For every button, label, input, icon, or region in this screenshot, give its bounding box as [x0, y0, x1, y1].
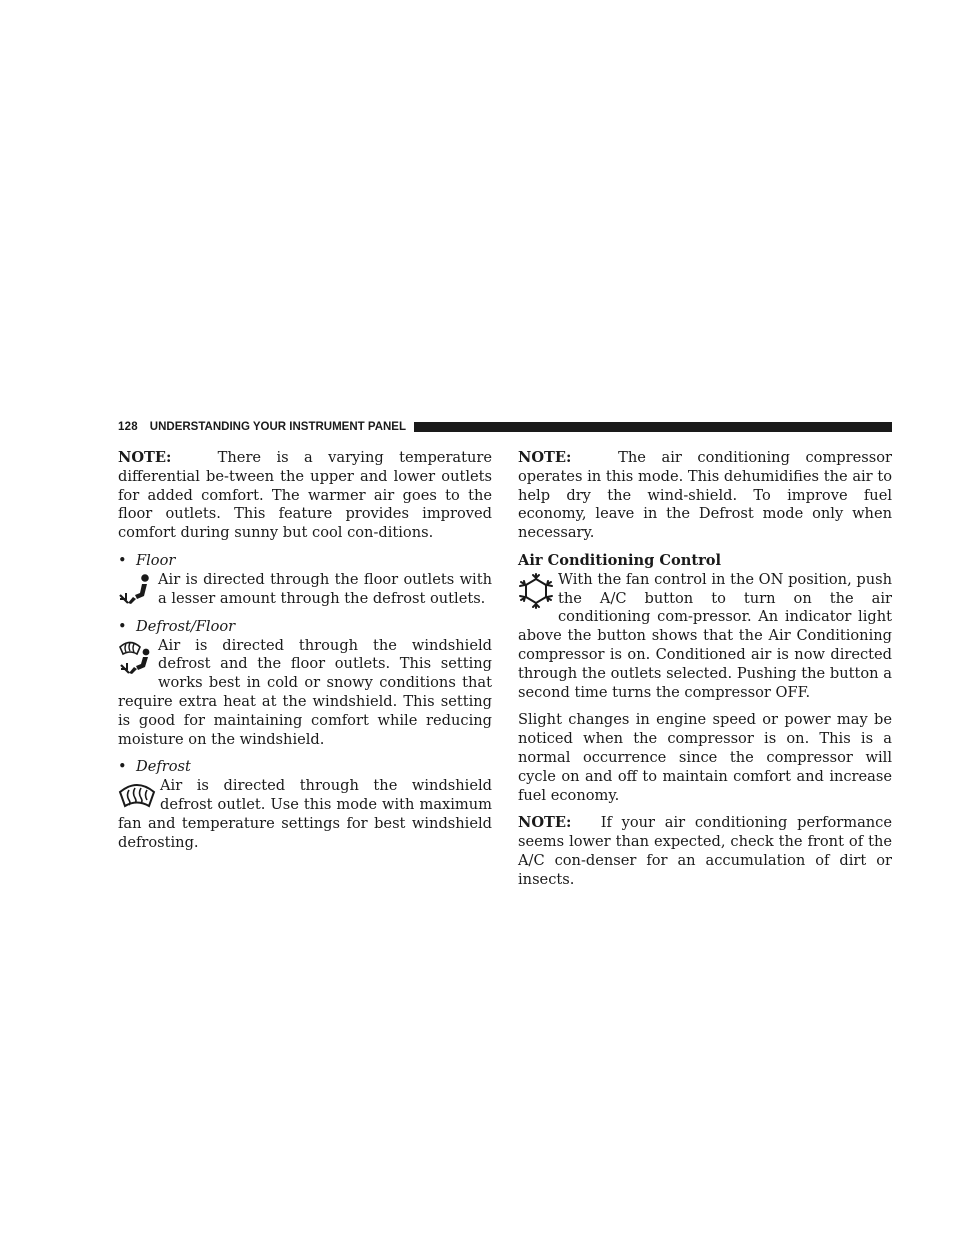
page-header [118, 419, 892, 435]
note-label: NOTE: [518, 814, 572, 832]
defrost-mode-heading [118, 758, 492, 777]
defrost-floor-mode-text: Air is directed through the windshield defrost and the floor outlets. This setting works best in cold or snowy conditions that require extra heat at the windshield. This setting is good for maintaining comfort while reducing moisture on the windshield. [118, 636, 492, 748]
floor-mode-icon [118, 573, 154, 609]
floor-mode-title: Floor [136, 551, 176, 569]
ac-control-heading: Air Conditioning Control [518, 551, 722, 569]
page-number: 128 [118, 421, 138, 433]
note-text: There is a varying temperature differential be-tween the upper and lower outlets for added comfort. The warmer air goes to the floor outlets. This feature provides improved comfort during sunny but cool con-ditions. [118, 449, 492, 542]
bullet: • [118, 617, 127, 635]
snowflake-icon [518, 573, 554, 609]
ac-control-paragraph [518, 571, 892, 703]
note-paragraph [118, 449, 492, 543]
defrost-floor-mode-icon [118, 639, 154, 675]
right-column [518, 449, 892, 899]
note-text: If your air conditioning performance seems lower than expected, check the front of the A/C con-denser for an accumulation of dirt or insects. [518, 814, 892, 888]
floor-mode-text: Air is directed through the floor outlets with a lesser amount through the defrost outlets. [158, 570, 492, 607]
defrost-floor-mode-heading [118, 618, 492, 637]
left-column [118, 449, 492, 861]
defrost-floor-mode-paragraph [118, 637, 492, 750]
defrost-mode-paragraph [118, 777, 492, 852]
note-paragraph [518, 814, 892, 889]
section-title: UNDERSTANDING YOUR INSTRUMENT PANEL [149, 421, 406, 433]
note-label: NOTE: [518, 449, 572, 466]
defrost-mode-text: Air is directed through the windshield defrost outlet. Use this mode with maximum fan and temperature settings for best windshield defrosting. [118, 777, 492, 851]
ac-control-text: With the fan control in the ON position, push the A/C button to turn on the air conditioning com-pressor. An indicator light above the button shows that the Air Conditioning compressor is on. Conditioned air is now directed through the outlets selected. Pushing the button a second time turns the compressor OFF. [518, 570, 892, 701]
floor-mode-heading [118, 552, 492, 571]
note-label: NOTE: [118, 449, 172, 466]
defrost-floor-mode-title: Defrost/Floor [136, 617, 236, 635]
floor-mode-paragraph [118, 571, 492, 609]
note-paragraph [518, 449, 892, 543]
bullet: • [118, 758, 127, 776]
bullet: • [118, 551, 127, 569]
paragraph: Slight changes in engine speed or power may be noticed when the compressor is on. This is a normal occurrence since the compressor will cycle on and off to maintain comfort and increase fuel economy. [518, 711, 892, 804]
note-text: The air conditioning compressor operates in this mode. This dehumidifies the air to help dry the wind-shield. To improve fuel economy, leave in the Defrost mode only when necessary. [518, 449, 892, 542]
defrost-mode-title: Defrost [136, 758, 191, 776]
defrost-mode-icon [118, 781, 156, 811]
header-rule [414, 422, 892, 432]
